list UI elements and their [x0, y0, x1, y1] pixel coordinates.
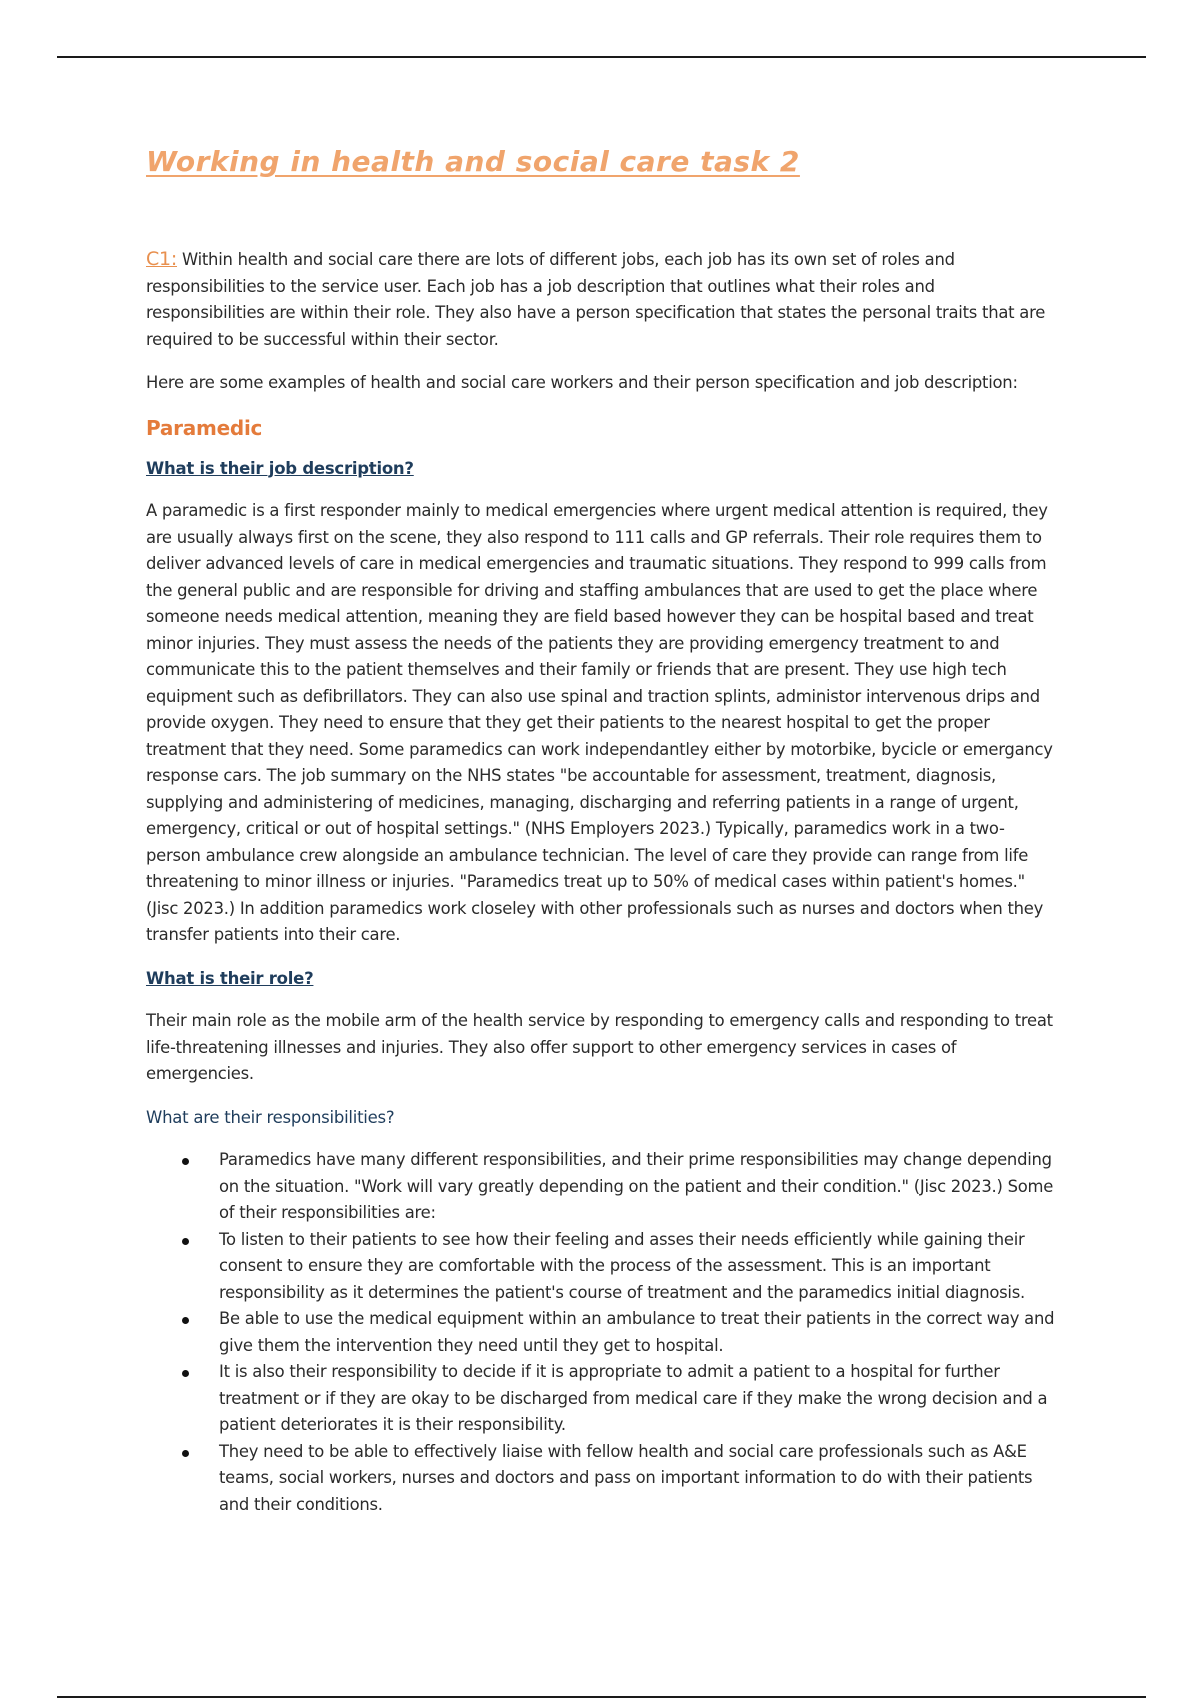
criteria-label: C1:	[146, 248, 178, 270]
document-title: Working in health and social care task 2	[146, 145, 800, 178]
job-description-heading: What is their job description?	[146, 458, 414, 478]
list-item	[219, 1306, 1056, 1359]
section-title-paramedic: Paramedic	[146, 415, 263, 440]
bullet-icon	[182, 1450, 189, 1457]
list-item	[219, 1147, 1056, 1227]
document-body	[146, 140, 1056, 1518]
list-item-text: It is also their responsibility to decide if it is appropriate to admit a patient to a hospital for further treatment or if they are okay to be discharged from medical care if they make the wrong decision and a patient deteriorates it is their responsibility.	[219, 1362, 1048, 1434]
bullet-icon	[182, 1370, 189, 1377]
role-paragraph: Their main role as the mobile arm of the health service by responding to emergency calls and responding to treat life-threatening illnesses and injuries. They also offer support to other emergency services in cases of emergencies.	[146, 1011, 1053, 1083]
footer-rule	[57, 1696, 1146, 1698]
list-item	[219, 1439, 1056, 1519]
header-rule	[57, 56, 1146, 58]
responsibilities-heading: What are their responsibilities?	[146, 1107, 395, 1127]
responsibilities-list	[146, 1147, 1056, 1518]
list-item	[219, 1359, 1056, 1439]
list-item	[219, 1227, 1056, 1307]
list-item-text: To listen to their patients to see how their feeling and asses their needs efficiently while gaining their consent to ensure they are comfortable with the process of the assessment. This is an important responsibility as it determines the patient's course of treatment and the paramedics initial diagnosis.	[219, 1229, 1025, 1302]
intro-paragraph	[146, 246, 1056, 353]
role-heading: What is their role?	[146, 968, 314, 988]
examples-paragraph: Here are some examples of health and social care workers and their person specification and job description:	[146, 373, 1018, 392]
list-item-text: They need to be able to effectively liaise with fellow health and social care professionals such as A&E teams, social workers, nurses and doctors and pass on important information to do with their patients and their conditions.	[219, 1441, 1033, 1514]
bullet-icon	[182, 1317, 189, 1324]
bullet-icon	[182, 1238, 189, 1245]
intro-text: Within health and social care there are lots of different jobs, each job has its own set of roles and responsibilities to the service user. Each job has a job description that outlines what their roles and responsibilities are within their role. They also have a person specification that states the personal traits that are required to be successful within their sector.	[146, 250, 1046, 349]
list-item-text: Paramedics have many different responsibilities, and their prime responsibilities may change depending on the situation. "Work will vary greatly depending on the patient and their condition." (Jisc 2023.) Some of their responsibilities are:	[219, 1150, 1054, 1222]
bullet-icon	[182, 1158, 189, 1165]
list-item-text: Be able to use the medical equipment within an ambulance to treat their patients in the correct way and give them the intervention they need until they get to hospital.	[219, 1309, 1055, 1355]
job-description-paragraph: A paramedic is a first responder mainly to medical emergencies where urgent medical attention is required, they are usually always first on the scene, they also respond to 111 calls and GP referrals. Their role requires them to deliver advanced levels of care in medical emergencies and traumatic situations. They respond to 999 calls from the general public and are responsible for driving and staffing ambulances that are used to get the place where someone needs medical attention, meaning they are field based however they can be hospital based and treat minor injuries. They must assess the needs of the patients they are providing emergency treatment to and communicate this to the patient themselves and their family or friends that are present. They use high tech equipment such as defibrillators. They can also use spinal and traction splints, administor intervenous drips and provide oxygen. They need to ensure that they get their patients to the nearest hospital to get the proper treatment that they need. Some paramedics can work independantley either by motorbike, bycicle or emergancy response cars. The job summary on the NHS states "be accountable for assessment, treatment, diagnosis, supplying and administering of medicines, managing, discharging and referring patients in a range of urgent, emergency, critical or out of hospital settings." (NHS Employers 2023.) Typically, paramedics work in a two-person ambulance crew alongside an ambulance technician. The level of care they provide can range from life threatening to minor illness or injuries. "Paramedics treat up to 50% of medical cases within patient's homes." (Jisc 2023.) In addition paramedics work closeley with other professionals such as nurses and doctors when they transfer patients into their care.	[146, 501, 1053, 944]
